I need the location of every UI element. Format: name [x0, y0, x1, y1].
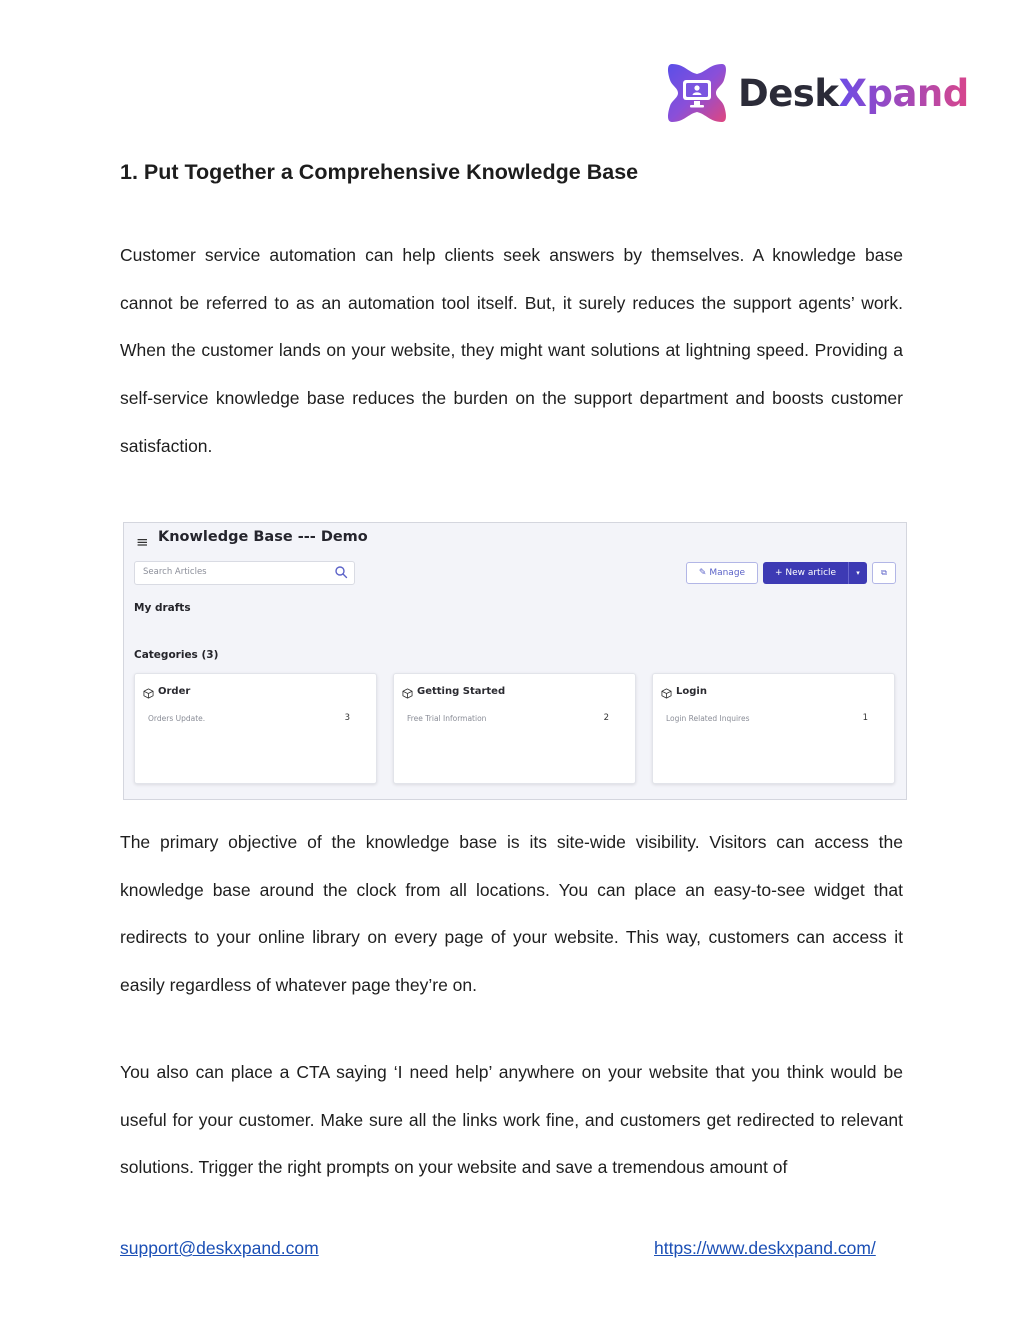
category-card-getting-started[interactable] — [393, 673, 636, 784]
box-icon — [143, 688, 154, 699]
category-article-count: 2 — [603, 713, 609, 723]
category-title: Login — [676, 686, 707, 697]
hamburger-menu-icon[interactable]: ≡ — [136, 533, 149, 551]
category-description: Login Related Inquires — [666, 714, 750, 723]
search-icon[interactable] — [334, 565, 348, 579]
category-description: Free Trial Information — [407, 714, 487, 723]
new-article-dropdown-button[interactable]: ▾ — [848, 562, 867, 584]
brand-name-suffix: Xpand — [838, 71, 969, 115]
box-icon — [402, 688, 413, 699]
manage-button[interactable]: ✎ Manage — [686, 562, 758, 584]
paragraph-intro: Customer service automation can help clients seek answers by themselves. A knowledge base cannot be referred to as an automation tool itself. But, it surely reduces the support agents’ work. When the customer lands on your website, they might want solutions at lightning speed. Providing a self-service knowledge base reduces the burden on the support department and boosts customer satisfaction. — [120, 245, 903, 456]
knowledge-base-screenshot — [123, 522, 907, 800]
category-article-count: 1 — [862, 713, 868, 723]
new-article-button[interactable]: + New article — [763, 562, 848, 584]
deskxpand-logo-icon — [664, 60, 730, 126]
deskxpand-logo — [664, 60, 969, 126]
footer-website-link[interactable]: https://www.deskxpand.com/ — [654, 1238, 876, 1258]
section-heading: 1. Put Together a Comprehensive Knowledge Base — [120, 160, 639, 184]
box-icon — [661, 688, 672, 699]
paragraph-cta: You also can place a CTA saying ‘I need help’ anywhere on your website that you think would be useful for your customer. Make sure all the links work fine, and customers get redirected to relevant solutions. Trigger the right prompts on your website and save a tremendous amount of — [120, 1062, 903, 1178]
category-title: Order — [158, 686, 191, 697]
external-link-button[interactable]: ⧉ — [872, 562, 896, 584]
my-drafts-link[interactable]: My drafts — [134, 602, 191, 614]
paragraph-visibility: The primary objective of the knowledge base is its site-wide visibility. Visitors can access the knowledge base around the clock from all locations. You can place an easy-to-see widget that redirects to your online library on every page of your website. This way, customers can access it easily regardless of whatever page they’re on. — [120, 832, 903, 996]
category-description: Orders Update. — [148, 714, 206, 723]
brand-name-prefix: Desk — [738, 71, 839, 115]
category-title: Getting Started — [417, 686, 506, 697]
brand-wordmark — [738, 72, 969, 115]
kb-search-input[interactable] — [134, 561, 355, 585]
category-card-login[interactable] — [652, 673, 895, 784]
category-article-count: 3 — [344, 713, 350, 723]
categories-heading: Categories (3) — [134, 649, 219, 661]
kb-search-placeholder: Search Articles — [143, 567, 207, 577]
kb-title: Knowledge Base --- Demo — [158, 529, 368, 545]
footer-email-link[interactable]: support@deskxpand.com — [120, 1238, 319, 1258]
category-card-order[interactable] — [134, 673, 377, 784]
